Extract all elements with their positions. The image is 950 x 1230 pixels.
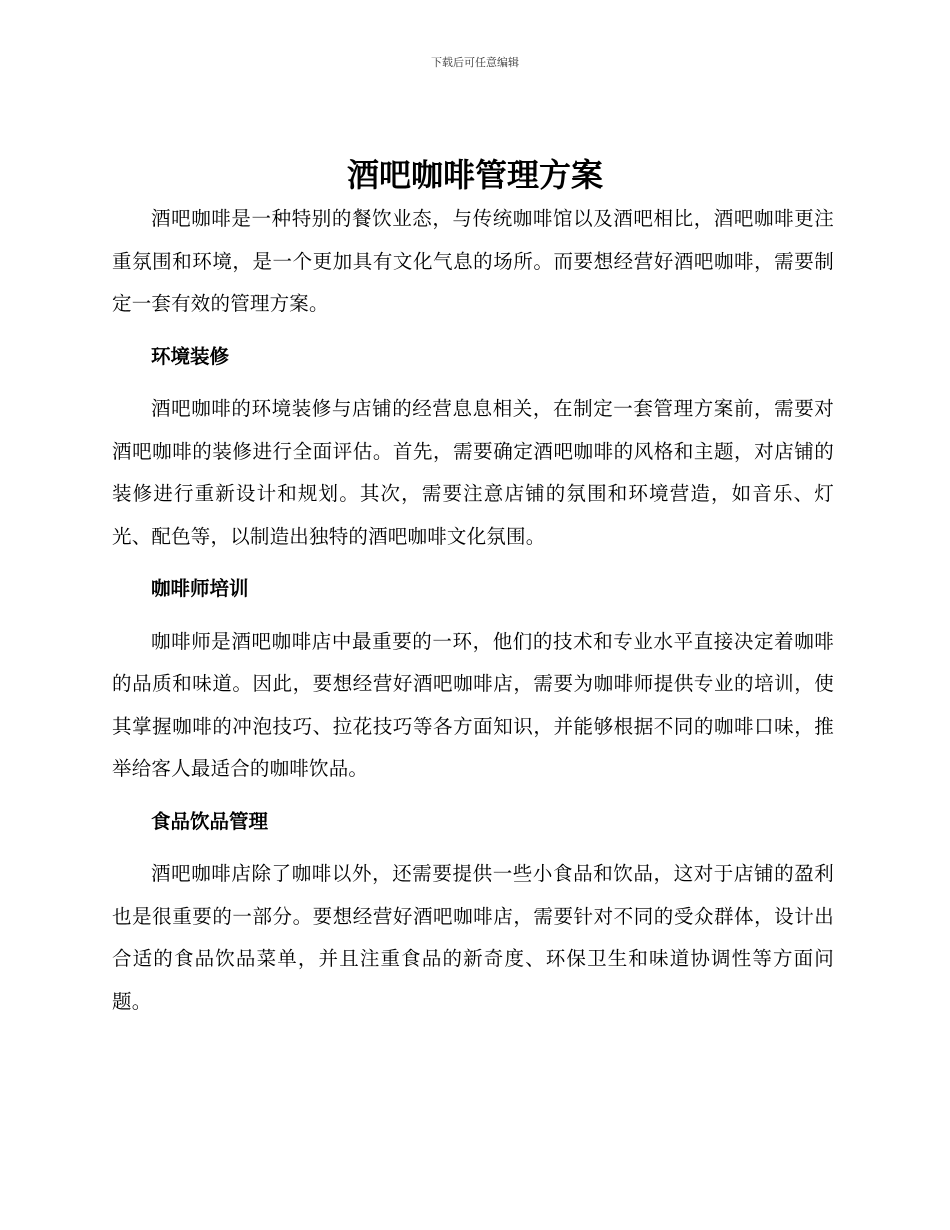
section-heading-environment: 环境装修: [151, 344, 230, 368]
document-title: 酒吧咖啡管理方案: [346, 156, 603, 194]
document-body: [112, 198, 834, 1023]
section-body-barista-training: 咖啡师是酒吧咖啡店中最重要的一环，他们的技术和专业水平直接决定着咖啡的品质和味道。因此，要想经营好酒吧咖啡店，需要为咖啡师提供专业的培训，使其掌握咖啡的冲泡技巧、拉花技巧等各方面知识，并能够根据不同的咖啡口味，推举给客人最适合的咖啡饮品。: [112, 629, 834, 780]
section-body-food-beverage: 酒吧咖啡店除了咖啡以外，还需要提供一些小食品和饮品，这对于店铺的盈利也是很重要的一部分。要想经营好酒吧咖啡店，需要针对不同的受众群体，设计出合适的食品饮品菜单，并且注重食品的新奇度、环保卫生和味道协调性等方面问题。: [112, 862, 834, 1013]
intro-paragraph: 酒吧咖啡是一种特别的餐饮业态，与传统咖啡馆以及酒吧相比，酒吧咖啡更注重氛围和环境，是一个更加具有文化气息的场所。而要想经营好酒吧咖啡，需要制定一套有效的管理方案。: [112, 207, 834, 315]
section-heading-food-beverage: 食品饮品管理: [151, 809, 269, 833]
section-heading-barista-training: 咖啡师培训: [151, 577, 249, 600]
header-note: 下载后可任意编辑: [431, 56, 519, 69]
section-body-environment: 酒吧咖啡的环境装修与店铺的经营息息相关，在制定一套管理方案前，需要对酒吧咖啡的装修进行全面评估。首先，需要确定酒吧咖啡的风格和主题，对店铺的装修进行重新设计和规划。其次，需要注意店铺的氛围和环境营造，如音乐、灯光、配色等，以制造出独特的酒吧咖啡文化氛围。: [112, 397, 834, 548]
